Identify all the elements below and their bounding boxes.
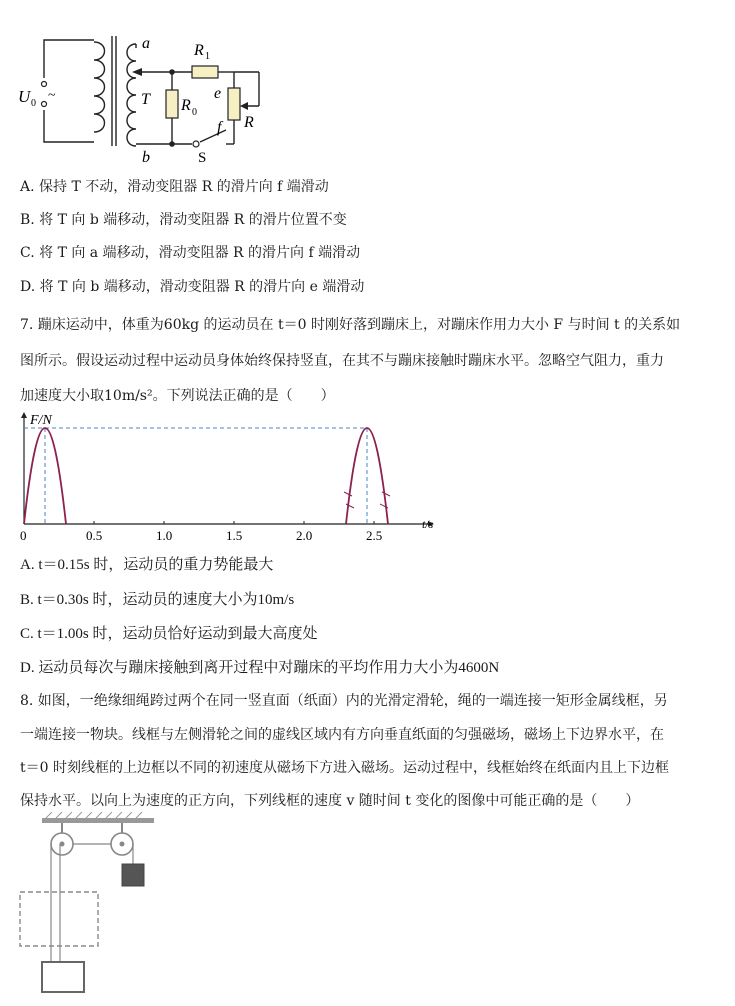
q7-stem-line-1: 7. 蹦床运动中，体重为60kg 的运动员在 t＝0 时刚好落到蹦床上，对蹦床作用力大小 F 与时间 t 的关系如 [20, 317, 681, 333]
r1-resistor [192, 66, 218, 78]
metal-frame [42, 962, 84, 992]
x-tick-label-4: 2.0 [296, 528, 313, 543]
q7-option-a[interactable]: A. t＝0.15s 时，运动员的重力势能最大 [20, 557, 274, 573]
q8-stem-line-1: 8. 如图，一绝缘细绳跨过两个在同一竖直面（纸面）内的光滑定滑轮，绳的一端连接一矩形金属线框，另 [20, 693, 668, 709]
circuit-diagram [14, 28, 284, 168]
q8-stem-line-3: t＝0 时刻线框的上边框以不同的初速度从磁场下方进入磁场。运动过程中，线框始终在纸面内且上下边框 [20, 760, 669, 776]
r0-label: R [181, 97, 191, 114]
terminal-b: b [142, 149, 150, 166]
r1-label: R [194, 42, 204, 59]
switch-label: S [198, 150, 207, 166]
y-axis-label: F/N [30, 413, 52, 428]
ceiling-support [42, 818, 154, 823]
q7-stem-line-3: 加速度大小取10m/s²。下列说法正确的是（ ） [20, 388, 335, 404]
q7-option-d[interactable]: D. 运动员每次与蹦床接触到离开过程中对蹦床的平均作用力大小为4600N [20, 660, 500, 676]
rheostat [228, 88, 240, 120]
q8-stem-line-2: 一端连接一物块。线框与左侧滑轮之间的虚线区域内有方向垂直纸面的匀强磁场，磁场上下边界水平，在 [20, 727, 664, 743]
y-axis-arrow [21, 412, 27, 418]
q6-option-b[interactable]: B. 将 T 向 b 端移动，滑动变阻器 R 的滑片位置不变 [20, 212, 347, 228]
r1-subscript: 1 [205, 51, 210, 62]
terminal-a: a [142, 35, 150, 52]
x-axis-label: t/s [422, 517, 434, 531]
r0-resistor [166, 90, 178, 118]
q7-stem-line-2: 图所示。假设运动过程中运动员身体始终保持竖直，在其不与蹦床接触时蹦床水平。忽略空气阻力，重力 [20, 353, 664, 369]
q6-option-a[interactable]: A. 保持 T 不动，滑动变阻器 R 的滑片向 f 端滑动 [20, 179, 329, 195]
x-tick-label-3: 1.5 [226, 528, 243, 543]
pulley-diagram [14, 812, 174, 1002]
x-tick-label-2: 1.0 [156, 528, 173, 543]
x-tick-label-5: 2.5 [366, 528, 383, 543]
force-time-chart [10, 408, 450, 548]
r0-subscript: 0 [192, 107, 197, 118]
end-f-label: f [217, 119, 222, 136]
source-label: U [18, 87, 31, 106]
hatch-mark-1 [344, 492, 352, 496]
block [122, 864, 144, 886]
magnetic-field-region [20, 892, 98, 946]
q7-option-b[interactable]: B. t＝0.30s 时，运动员的速度大小为10m/s [20, 592, 295, 608]
x-tick-label-0: 0 [20, 528, 27, 543]
source-subscript: 0 [31, 98, 36, 109]
q6-option-d[interactable]: D. 将 T 向 b 端移动，滑动变阻器 R 的滑片向 e 端滑动 [20, 279, 365, 295]
ac-symbol: ~ [48, 88, 56, 103]
end-e-label: e [214, 85, 222, 102]
q8-stem-line-4: 保持水平。以向上为速度的正方向，下列线框的速度 v 随时间 t 变化的图像中可能正确的是（ ） [20, 793, 640, 809]
q6-option-c[interactable]: C. 将 T 向 a 端移动，滑动变阻器 R 的滑片向 f 端滑动 [20, 245, 361, 261]
transformer-label: T [141, 91, 150, 108]
hatch-mark-3 [382, 492, 390, 496]
rheostat-label: R [244, 114, 254, 131]
x-tick-label-1: 0.5 [86, 528, 103, 543]
q7-option-c[interactable]: C. t＝1.00s 时，运动员恰好运动到最大高度处 [20, 626, 318, 642]
